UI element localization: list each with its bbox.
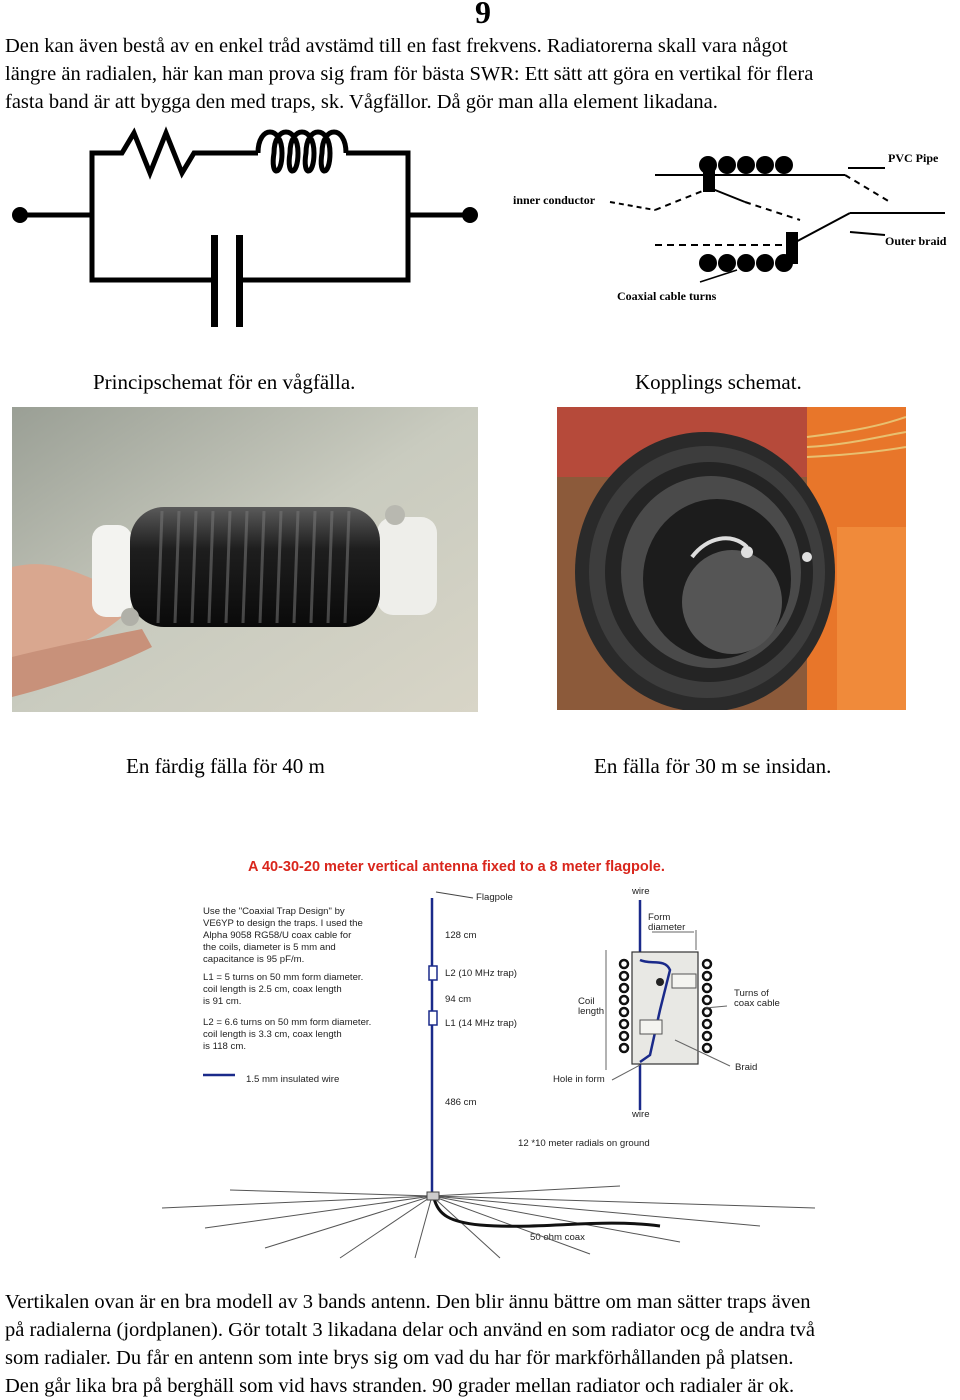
coax-cable-label: coax cable: [734, 998, 780, 1009]
trap-l2-label: L2 (10 MHz trap): [445, 968, 517, 979]
length-label: length: [578, 1006, 605, 1017]
note-line: L1 = 5 turns on 50 mm form diameter.: [203, 972, 364, 983]
note-line: coil length is 3.3 cm, coax length: [203, 1029, 342, 1040]
trap-30m-photo: [557, 407, 906, 710]
braid-label: Braid: [735, 1062, 758, 1073]
photo-40m-caption: En färdig fälla för 40 m: [126, 754, 325, 778]
outro-paragraph: [5, 1288, 815, 1400]
length-128: 128 cm: [445, 930, 477, 941]
wire-bottom-label: wire: [632, 1109, 650, 1120]
outro-line: på radialerna (jordplanen). Gör totalt 3 likadana delar och använd en som radiator ocg de andra två: [5, 1319, 815, 1341]
pvc-pipe-label: PVC Pipe: [888, 151, 939, 165]
diameter-label: diameter: [648, 922, 686, 933]
length-486: 486 cm: [445, 1097, 477, 1108]
wiring-caption: Kopplings schemat.: [635, 370, 802, 394]
intro-line: fasta band är att bygga den med traps, sk. Vågfällor. Då gör man alla element likadana.: [5, 91, 718, 113]
intro-line: Den kan även bestå av en enkel tråd avstämd till en fast frekvens. Radiatorerna skall vara något: [5, 35, 788, 57]
note-line: Use the "Coaxial Trap Design" by: [203, 906, 345, 917]
inner-conductor-label: inner conductor: [513, 193, 596, 207]
page-number: 9: [475, 0, 491, 30]
intro-line: längre än radialen, här kan man prova sig fram för bästa SWR: Ett sätt att göra en vertikal för flera: [5, 63, 814, 85]
trap-40m-photo: [12, 407, 478, 712]
terminal-left-icon: [12, 207, 28, 223]
note-line: capacitance is 95 pF/m.: [203, 954, 305, 965]
outro-line: Den går lika bra på berghäll som vid havs stranden. 90 grader mellan radiator och radialer är ok.: [5, 1375, 795, 1397]
note-line: coil length is 2.5 cm, coax length: [203, 984, 342, 995]
wire-top-label: wire: [632, 886, 650, 897]
flagpole-label: Flagpole: [476, 892, 513, 903]
radials-label: 12 *10 meter radials on ground: [518, 1138, 650, 1149]
trap-circuit-schematic: [0, 115, 500, 335]
note-line: Alpha 9058 RG58/U coax cable for: [203, 930, 352, 941]
photo-30m-caption: En fälla för 30 m se insidan.: [594, 754, 832, 778]
wire-legend: 1.5 mm insulated wire: [246, 1074, 340, 1085]
schematic-caption: Principschemat för en vågfälla.: [93, 370, 356, 394]
hole-in-form-label: Hole in form: [553, 1074, 605, 1085]
antenna-diagram: [0, 840, 960, 1260]
coil-label: Coil: [578, 996, 595, 1007]
turns-label: Turns of: [734, 988, 769, 999]
note-line: the coils, diameter is 5 mm and: [203, 942, 336, 953]
outer-braid-label: Outer braid: [885, 234, 947, 248]
intro-paragraph: [5, 32, 813, 116]
form-label: Form: [648, 912, 671, 923]
outro-line: som radialer. Du får en antenn som inte brys sig om vad du har för markförhållanden på platsen.: [5, 1347, 794, 1369]
coax-label: 50 ohm coax: [530, 1232, 585, 1243]
note-line: is 91 cm.: [203, 996, 242, 1007]
note-line: VE6YP to design the traps. I used the: [203, 918, 363, 929]
length-94: 94 cm: [445, 994, 472, 1005]
trap-l1-label: L1 (14 MHz trap): [445, 1018, 517, 1029]
note-line: L2 = 6.6 turns on 50 mm form diameter.: [203, 1017, 372, 1028]
antenna-title: A 40-30-20 meter vertical antenna fixed to a 8 meter flagpole.: [248, 859, 665, 875]
outro-line: Vertikalen ovan är en bra modell av 3 bands antenn. Den blir ännu bättre om man sätter traps även: [5, 1291, 811, 1313]
coax-wiring-diagram: [505, 140, 960, 310]
note-line: is 118 cm.: [203, 1041, 247, 1052]
coax-turns-label: Coaxial cable turns: [617, 289, 717, 303]
terminal-right-icon: [462, 207, 478, 223]
